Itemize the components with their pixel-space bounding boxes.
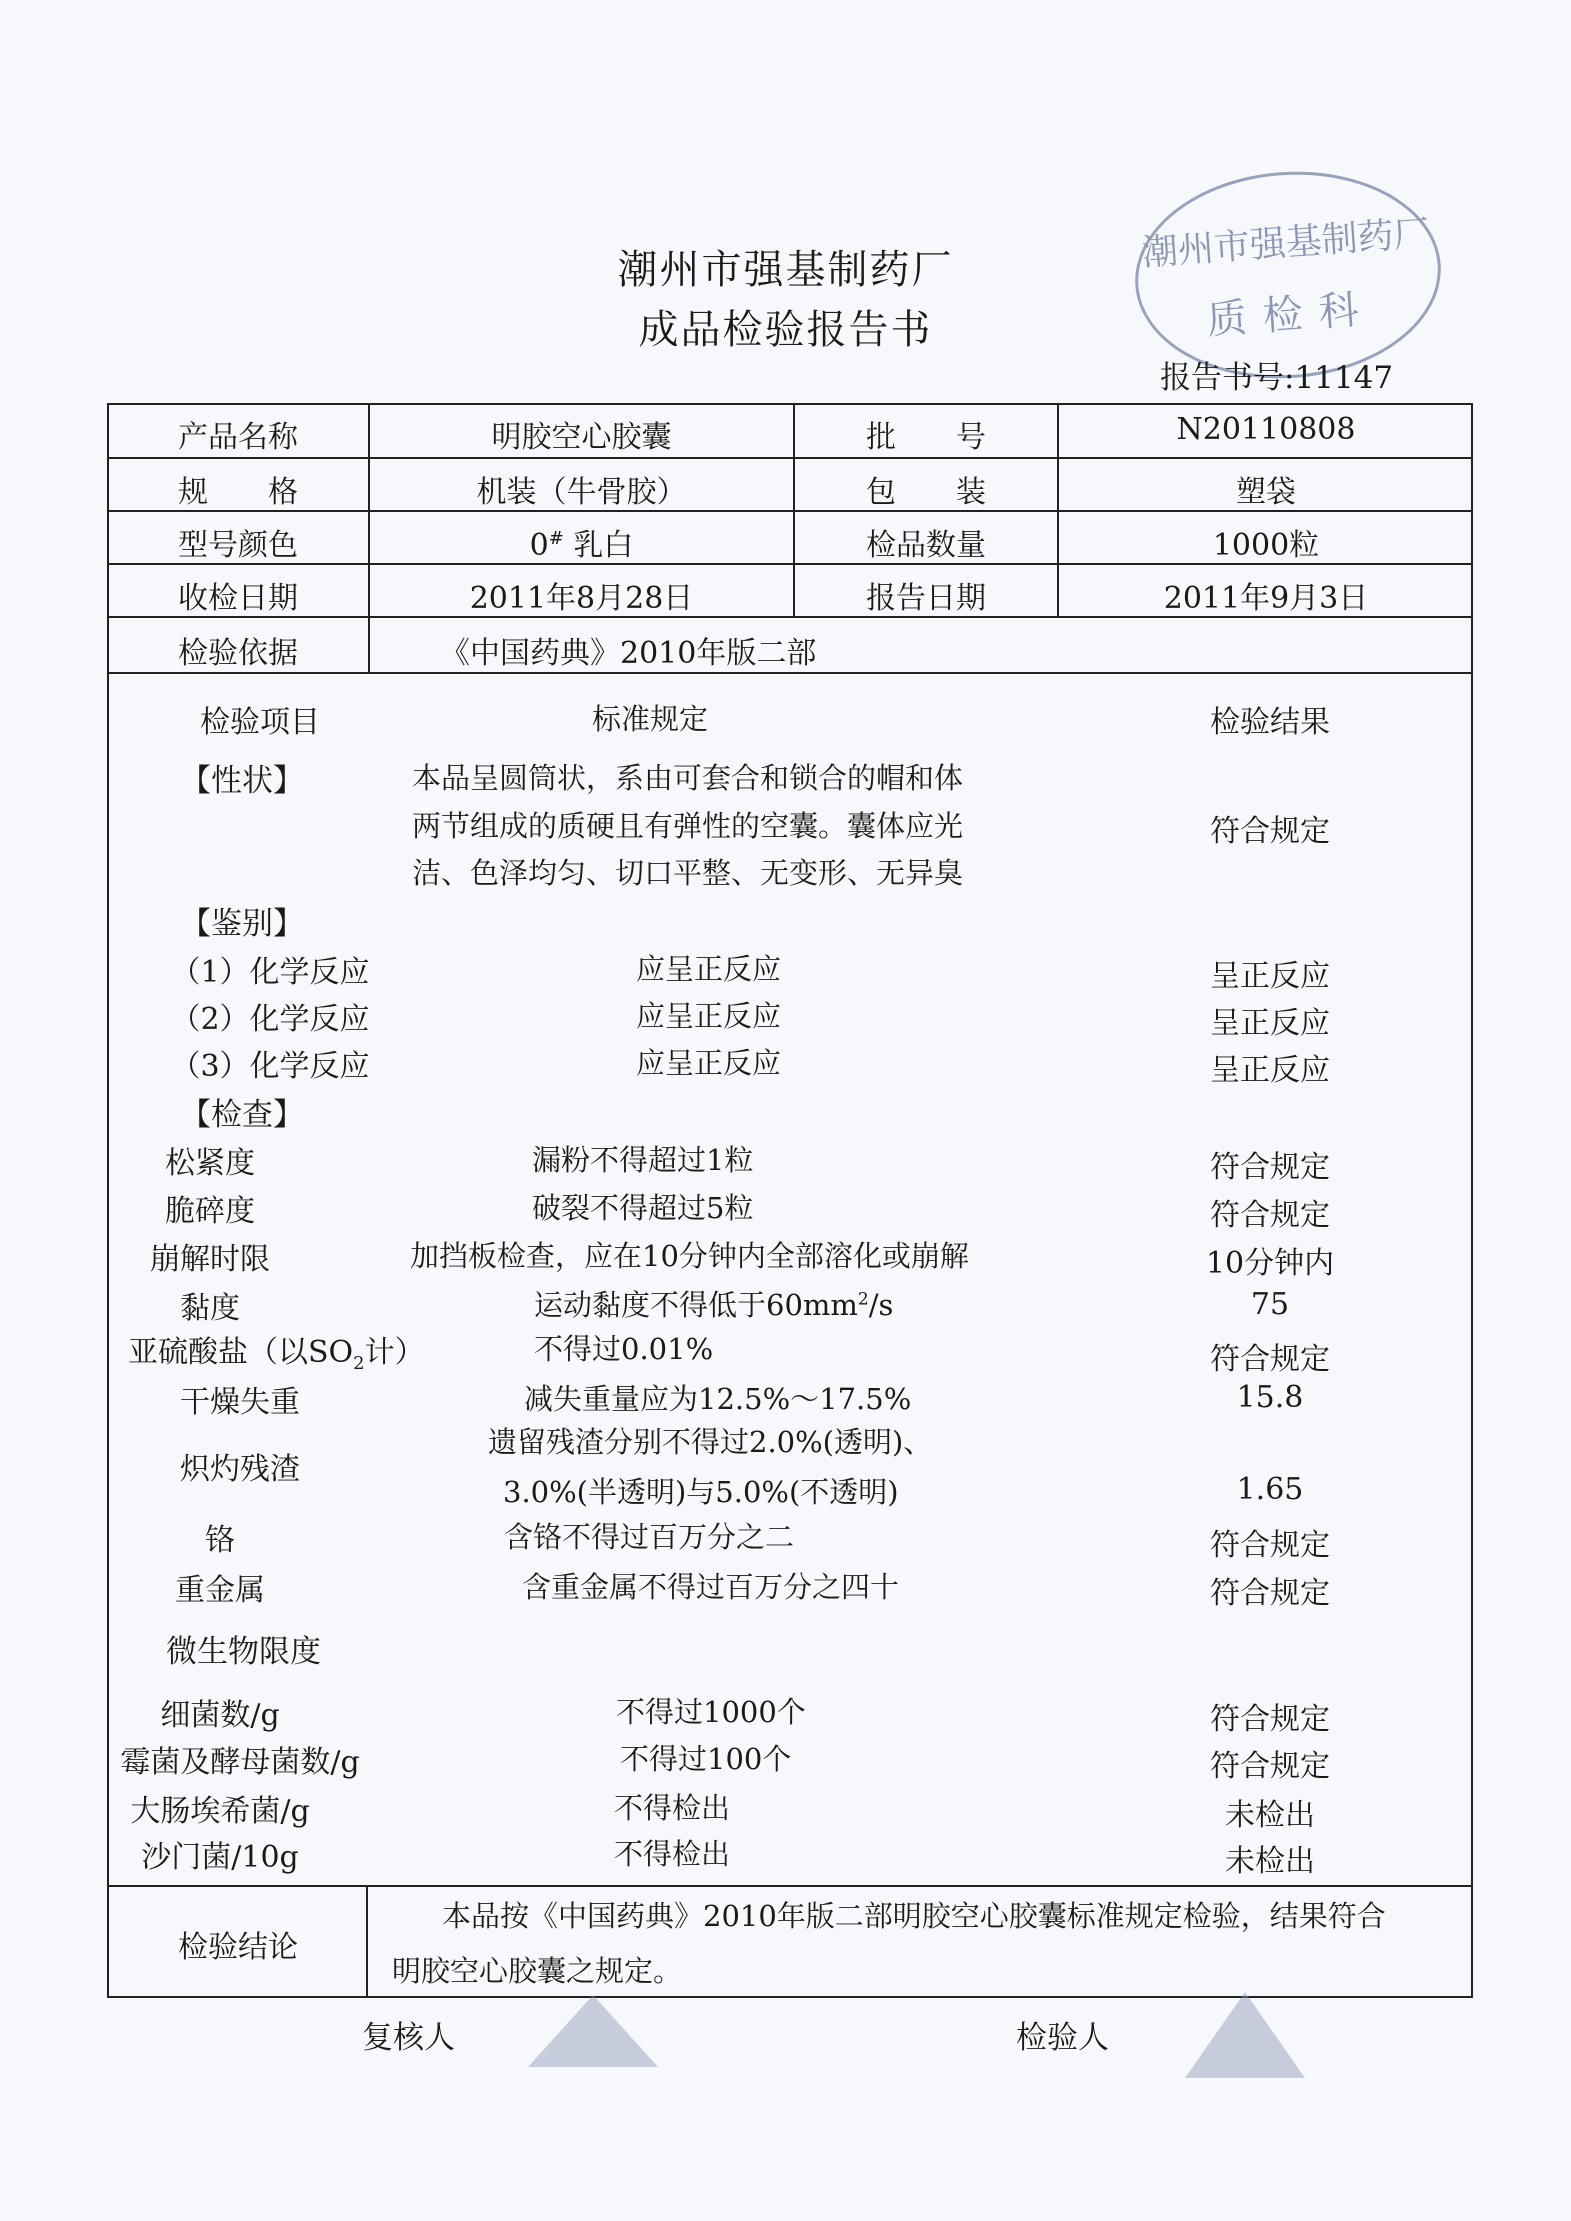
- receive-date-label: 收检日期: [178, 581, 298, 616]
- identification-result-2: 呈正反应: [1210, 1006, 1330, 1041]
- test-viscosity-item: 黏度: [180, 1291, 240, 1326]
- test-sulfite-result: 符合规定: [1210, 1342, 1330, 1377]
- microbial-result-4: 未检出: [1225, 1844, 1315, 1879]
- test-sulfite-item: [128, 1327, 425, 1374]
- appearance-standard-line2: 两节组成的质硬且有弹性的空囊。囊体应光: [412, 809, 964, 843]
- report-number: 报告书号:11147: [1160, 360, 1394, 396]
- identification-item-3: （3）化学反应: [170, 1049, 370, 1084]
- test-heavy-metal-item: 重金属: [175, 1573, 265, 1608]
- sulfite-item-suffix: 计）: [364, 1335, 425, 1370]
- test-drying-item: 干燥失重: [180, 1385, 300, 1420]
- test-heavy-metal-result: 符合规定: [1210, 1576, 1330, 1611]
- qty-label: 检品数量: [866, 528, 986, 563]
- sulfite-item-text: 亚硫酸盐（以SO: [128, 1335, 354, 1370]
- test-brittleness-standard: 破裂不得超过5粒: [532, 1191, 754, 1225]
- test-disintegration-result: 10分钟内: [1205, 1246, 1335, 1281]
- spec-label: 规 格: [178, 475, 298, 510]
- viscosity-standard-text: 运动黏度不得低于60mm: [534, 1288, 858, 1322]
- basis-label: 检验依据: [178, 636, 298, 671]
- model-sup: #: [548, 528, 564, 549]
- stamp-bottom-text: 质检科: [1205, 286, 1377, 344]
- report-title: 成品检验报告书: [638, 307, 933, 353]
- microbial-standard-3: 不得检出: [614, 1791, 731, 1825]
- test-residue-standard-line1: 遗留残渣分别不得过2.0%(透明)、: [488, 1425, 933, 1459]
- test-brittleness-result: 符合规定: [1210, 1198, 1330, 1233]
- microbial-standard-1: 不得过1000个: [616, 1695, 806, 1729]
- qty-value: 1000粒: [1212, 528, 1320, 563]
- identification-result-1: 呈正反应: [1210, 959, 1330, 994]
- test-residue-standard-line2: 3.0%(半透明)与5.0%(不透明): [503, 1475, 899, 1509]
- reviewer-seal-icon: [528, 1995, 658, 2067]
- product-name-label: 产品名称: [178, 420, 298, 455]
- viscosity-standard-unit: /s: [868, 1288, 894, 1322]
- test-heavy-metal-standard: 含重金属不得过百万分之四十: [522, 1570, 900, 1604]
- test-looseness-item: 松紧度: [165, 1146, 255, 1181]
- viscosity-sup: 2: [857, 1289, 869, 1310]
- conclusion-line1: 本品按《中国药典》2010年版二部明胶空心胶囊标准规定检验，结果符合: [442, 1899, 1386, 1933]
- conclusion-line2: 明胶空心胶囊之规定。: [392, 1954, 683, 1988]
- package-label: 包 装: [866, 475, 986, 510]
- category-microbial: 微生物限度: [166, 1634, 321, 1670]
- identification-item-1: （1）化学反应: [170, 955, 370, 990]
- identification-item-2: （2）化学反应: [170, 1002, 370, 1037]
- test-drying-result: 15.8: [1236, 1380, 1304, 1415]
- test-looseness-standard: 漏粉不得超过1粒: [532, 1143, 754, 1177]
- report-date-label: 报告日期: [866, 581, 986, 616]
- test-sulfite-standard: 不得过0.01%: [534, 1332, 714, 1366]
- reviewer-label: 复核人: [362, 2020, 455, 2056]
- identification-standard-2: 应呈正反应: [636, 999, 782, 1033]
- identification-result-3: 呈正反应: [1210, 1053, 1330, 1088]
- identification-standard-3: 应呈正反应: [636, 1046, 782, 1080]
- microbial-item-2: 霉菌及酵母菌数/g: [120, 1745, 360, 1780]
- model-label: 型号颜色: [178, 528, 298, 563]
- product-name-value: 明胶空心胶囊: [491, 420, 672, 455]
- category-tests: 【检查】: [180, 1097, 304, 1133]
- company-title: 潮州市强基制药厂: [617, 247, 954, 293]
- test-chromium-result: 符合规定: [1210, 1528, 1330, 1563]
- stamp-top-text: 潮州市强基制药厂: [1140, 213, 1431, 275]
- microbial-item-4: 沙门菌/10g: [141, 1840, 299, 1875]
- microbial-result-3: 未检出: [1225, 1798, 1315, 1833]
- test-viscosity-result: 75: [1250, 1287, 1290, 1322]
- receive-date-value: 2011年8月28日: [469, 581, 694, 616]
- model-value: [370, 520, 793, 564]
- model-number: 0: [529, 528, 549, 563]
- batch-label: 批 号: [866, 420, 986, 455]
- package-value: 塑袋: [1236, 475, 1296, 510]
- category-identification: 【鉴别】: [180, 906, 304, 942]
- test-brittleness-item: 脆碎度: [165, 1194, 255, 1229]
- microbial-result-1: 符合规定: [1210, 1702, 1330, 1737]
- grid-line: [107, 457, 1473, 459]
- category-appearance: 【性状】: [180, 763, 304, 799]
- microbial-item-1: 细菌数/g: [160, 1698, 280, 1733]
- test-disintegration-item: 崩解时限: [150, 1242, 270, 1277]
- column-item: 检验项目: [200, 705, 320, 740]
- report-date-value: 2011年9月3日: [1163, 581, 1369, 616]
- appearance-standard-line3: 洁、色泽均匀、切口平整、无变形、无异臭: [412, 856, 964, 890]
- microbial-item-3: 大肠埃希菌/g: [130, 1794, 310, 1829]
- test-drying-standard: 减失重量应为12.5%～17.5%: [524, 1382, 912, 1416]
- basis-value: 《中国药典》2010年版二部: [440, 636, 817, 671]
- test-looseness-result: 符合规定: [1210, 1150, 1330, 1185]
- grid-line: [107, 672, 1473, 674]
- model-color: 乳白: [573, 528, 634, 563]
- batch-value: N20110808: [1176, 412, 1356, 447]
- conclusion-label: 检验结论: [178, 1930, 298, 1965]
- test-chromium-standard: 含铬不得过百万分之二: [504, 1520, 795, 1554]
- appearance-standard-line1: 本品呈圆筒状，系由可套合和锁合的帽和体: [412, 761, 964, 795]
- column-result: 检验结果: [1210, 705, 1330, 740]
- test-residue-item: 炽灼残渣: [180, 1452, 300, 1487]
- test-disintegration-standard: 加挡板检查，应在10分钟内全部溶化或崩解: [410, 1239, 969, 1273]
- sulfite-sub: 2: [353, 1353, 365, 1374]
- test-chromium-item: 铬: [205, 1523, 235, 1558]
- test-residue-result: 1.65: [1236, 1472, 1304, 1507]
- microbial-standard-4: 不得检出: [614, 1837, 731, 1871]
- microbial-result-2: 符合规定: [1210, 1749, 1330, 1784]
- identification-standard-1: 应呈正反应: [636, 952, 782, 986]
- column-standard: 标准规定: [592, 702, 709, 736]
- inspector-label: 检验人: [1016, 2020, 1109, 2056]
- microbial-standard-2: 不得过100个: [620, 1742, 792, 1776]
- inspector-seal-icon: [1185, 1992, 1305, 2078]
- spec-value: 机装（牛骨胶）: [476, 475, 687, 510]
- appearance-result: 符合规定: [1210, 814, 1330, 849]
- test-viscosity-standard: [534, 1283, 893, 1324]
